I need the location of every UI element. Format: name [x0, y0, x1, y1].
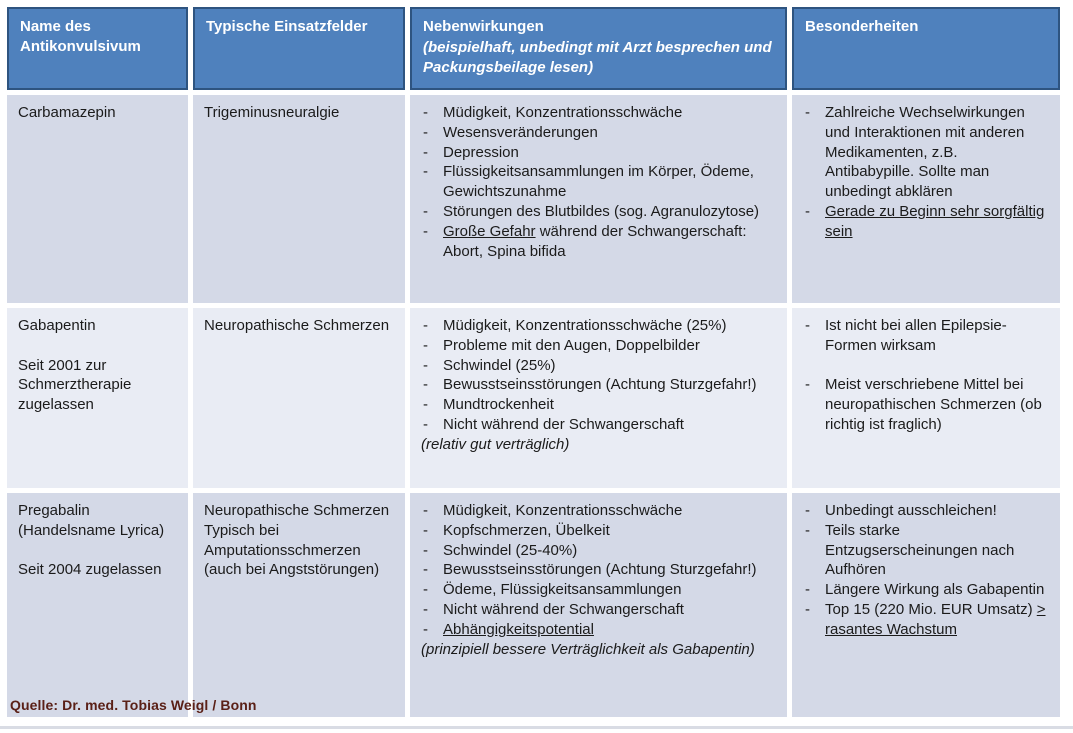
cell-besonderheiten-pregabalin	[792, 493, 1060, 717]
dash-bullet: -	[805, 202, 810, 220]
dash-bullet: -	[805, 104, 810, 121]
dash-bullet: -	[423, 104, 428, 121]
header-label-einsatzfelder: Typische Einsatzfelder	[206, 18, 368, 35]
list-item	[421, 600, 776, 620]
blank-line	[18, 541, 177, 561]
dash-bullet: -	[423, 123, 428, 141]
dash-bullet: -	[423, 356, 428, 374]
list-item-text: Ist nicht bei allen Epilepsie-Formen wirksam	[825, 317, 1007, 354]
list-item	[803, 580, 1049, 600]
list-item	[421, 143, 776, 163]
blank-line	[18, 336, 177, 356]
list-item-text: Kopfschmerzen, Übelkeit	[443, 521, 610, 539]
dash-bullet: -	[423, 521, 428, 539]
dash-bullet: -	[805, 600, 810, 618]
dash-bullet: -	[423, 202, 428, 220]
header-cell-einsatzfelder	[193, 7, 405, 90]
dash-bullet: -	[423, 581, 428, 599]
list-item	[421, 521, 776, 541]
list-item-text: Mundtrockenheit	[443, 396, 554, 414]
source-credit: Quelle: Dr. med. Tobias Weigl / Bonn	[10, 697, 257, 713]
header-cell-nebenwirkungen	[410, 7, 787, 90]
list-item-text: Top 15 (220 Mio. EUR Umsatz) > rasantes Wachstum	[825, 600, 1046, 638]
list-item-text: Wesensveränderungen	[443, 123, 598, 141]
list-item-text: (prinzipiell bessere Verträglichkeit als Gabapentin)	[421, 640, 755, 658]
cell-einsatzfelder-carbamazepin	[193, 95, 405, 303]
header-label-name: Name des Antikonvulsivum	[20, 18, 141, 55]
list-item	[421, 123, 776, 143]
list-item-text: Müdigkeit, Konzentrationsschwäche	[443, 502, 683, 519]
blank-line	[803, 356, 1049, 376]
header-label-nebenwirkungen: Nebenwirkungen	[423, 18, 544, 35]
list-item-text: Nicht während der Schwangerschaft	[443, 415, 684, 433]
dash-bullet: -	[423, 502, 428, 519]
list-item	[421, 501, 776, 521]
dash-bullet: -	[423, 600, 428, 618]
text-line: Neuropathische Schmerzen	[204, 502, 390, 519]
list-item	[421, 620, 776, 640]
text-line: Seit 2001 zur Schmerztherapie zugelassen	[18, 356, 132, 414]
list-item-text: Schwindel (25%)	[443, 356, 556, 374]
text-line: Trigeminusneuralgie	[204, 104, 340, 121]
header-cell-name	[7, 7, 188, 90]
anticonvulsants-table	[7, 7, 1060, 717]
list-item	[803, 103, 1049, 202]
list-item	[421, 336, 776, 356]
dash-bullet: -	[805, 581, 810, 599]
list-item	[421, 222, 776, 262]
list-item-text: Müdigkeit, Konzentrationsschwäche	[443, 104, 683, 121]
list-item-text: Gerade zu Beginn sehr sorgfältig sein	[825, 202, 1045, 240]
cell-einsatzfelder-pregabalin	[193, 493, 405, 717]
dash-bullet: -	[423, 143, 428, 161]
list-item-text: Abhängigkeitspotential	[443, 620, 594, 638]
cell-besonderheiten-gabapentin	[792, 308, 1060, 488]
header-label-besonderheiten: Besonderheiten	[805, 18, 919, 35]
list-item-text: Schwindel (25-40%)	[443, 541, 578, 559]
list-item-text: Unbedingt ausschleichen!	[825, 502, 997, 519]
page-bottom-divider	[0, 726, 1073, 729]
list-item-text: Flüssigkeitsansammlungen im Körper, Ödeme, Gewichtszunahme	[443, 163, 754, 201]
dash-bullet: -	[805, 376, 810, 394]
dash-bullet: -	[423, 376, 428, 394]
header-cell-besonderheiten	[792, 7, 1060, 90]
text-line: Seit 2004 zugelassen	[18, 561, 162, 579]
text-line: Carbamazepin	[18, 104, 116, 121]
dash-bullet: -	[805, 521, 810, 539]
dash-bullet: -	[805, 502, 810, 519]
list-item-text: (relativ gut verträglich)	[421, 435, 570, 453]
dash-bullet: -	[423, 336, 428, 354]
dash-bullet: -	[423, 415, 428, 433]
list-item-text: Nicht während der Schwangerschaft	[443, 600, 684, 618]
cell-name-carbamazepin	[7, 95, 188, 303]
list-item	[421, 202, 776, 222]
dash-bullet: -	[423, 163, 428, 181]
list-item-text: Ödeme, Flüssigkeitsansammlungen	[443, 581, 682, 599]
list-item	[421, 103, 776, 123]
list-item-text: Probleme mit den Augen, Doppelbilder	[443, 336, 700, 354]
list-item	[803, 501, 1049, 521]
list-item	[803, 375, 1049, 434]
text-line: Gabapentin	[18, 317, 96, 334]
dash-bullet: -	[423, 396, 428, 414]
cell-name-gabapentin	[7, 308, 188, 488]
list-item	[421, 541, 776, 561]
list-item	[421, 640, 776, 660]
cell-name-pregabalin	[7, 493, 188, 717]
cell-nebenwirkungen-carbamazepin	[410, 95, 787, 303]
dash-bullet: -	[423, 541, 428, 559]
list-item	[421, 560, 776, 580]
list-item-text: Störungen des Blutbildes (sog. Agranulozytose)	[443, 202, 760, 220]
text-line: Typisch bei Amputationsschmerzen (auch bei Angststörungen)	[204, 521, 380, 579]
list-item-text: Müdigkeit, Konzentrationsschwäche (25%)	[443, 317, 727, 334]
list-item	[803, 316, 1049, 356]
list-item	[421, 375, 776, 395]
list-item	[421, 395, 776, 415]
text-line: Pregabalin (Handelsname Lyrica)	[18, 502, 165, 539]
dash-bullet: -	[423, 620, 428, 638]
list-item-text: Längere Wirkung als Gabapentin	[825, 581, 1045, 599]
list-item	[803, 521, 1049, 580]
list-item-text: Meist verschriebene Mittel bei neuropathischen Schmerzen (ob richtig ist fraglich)	[825, 376, 1042, 433]
cell-nebenwirkungen-pregabalin	[410, 493, 787, 717]
list-item-text: Bewusstseinsstörungen (Achtung Sturzgefahr!)	[443, 561, 757, 579]
list-item	[421, 316, 776, 336]
list-item	[421, 356, 776, 376]
list-item	[421, 435, 776, 455]
list-item-text: Teils starke Entzugserscheinungen nach Aufhören	[825, 521, 1015, 579]
list-item-text: Große Gefahr während der Schwangerschaft: Abort, Spina bifida	[443, 222, 747, 260]
dash-bullet: -	[423, 561, 428, 579]
list-item-text: Bewusstseinsstörungen (Achtung Sturzgefahr!)	[443, 376, 757, 394]
dash-bullet: -	[805, 317, 810, 334]
cell-einsatzfelder-gabapentin	[193, 308, 405, 488]
list-item	[421, 162, 776, 202]
text-line: Neuropathische Schmerzen	[204, 317, 390, 334]
list-item	[421, 415, 776, 435]
dash-bullet: -	[423, 222, 428, 240]
cell-besonderheiten-carbamazepin	[792, 95, 1060, 303]
header-sublabel-nebenwirkungen: (beispielhaft, unbedingt mit Arzt besprechen und Packungsbeilage lesen)	[423, 38, 772, 76]
list-item	[803, 600, 1049, 640]
cell-nebenwirkungen-gabapentin	[410, 308, 787, 488]
list-item	[421, 580, 776, 600]
dash-bullet: -	[423, 317, 428, 334]
list-item-text: Zahlreiche Wechselwirkungen und Interaktionen mit anderen Medikamenten, z.B. Antibabypille. Sollte man unbedingt abklären	[825, 104, 1025, 201]
list-item	[803, 202, 1049, 242]
list-item-text: Depression	[443, 143, 519, 161]
